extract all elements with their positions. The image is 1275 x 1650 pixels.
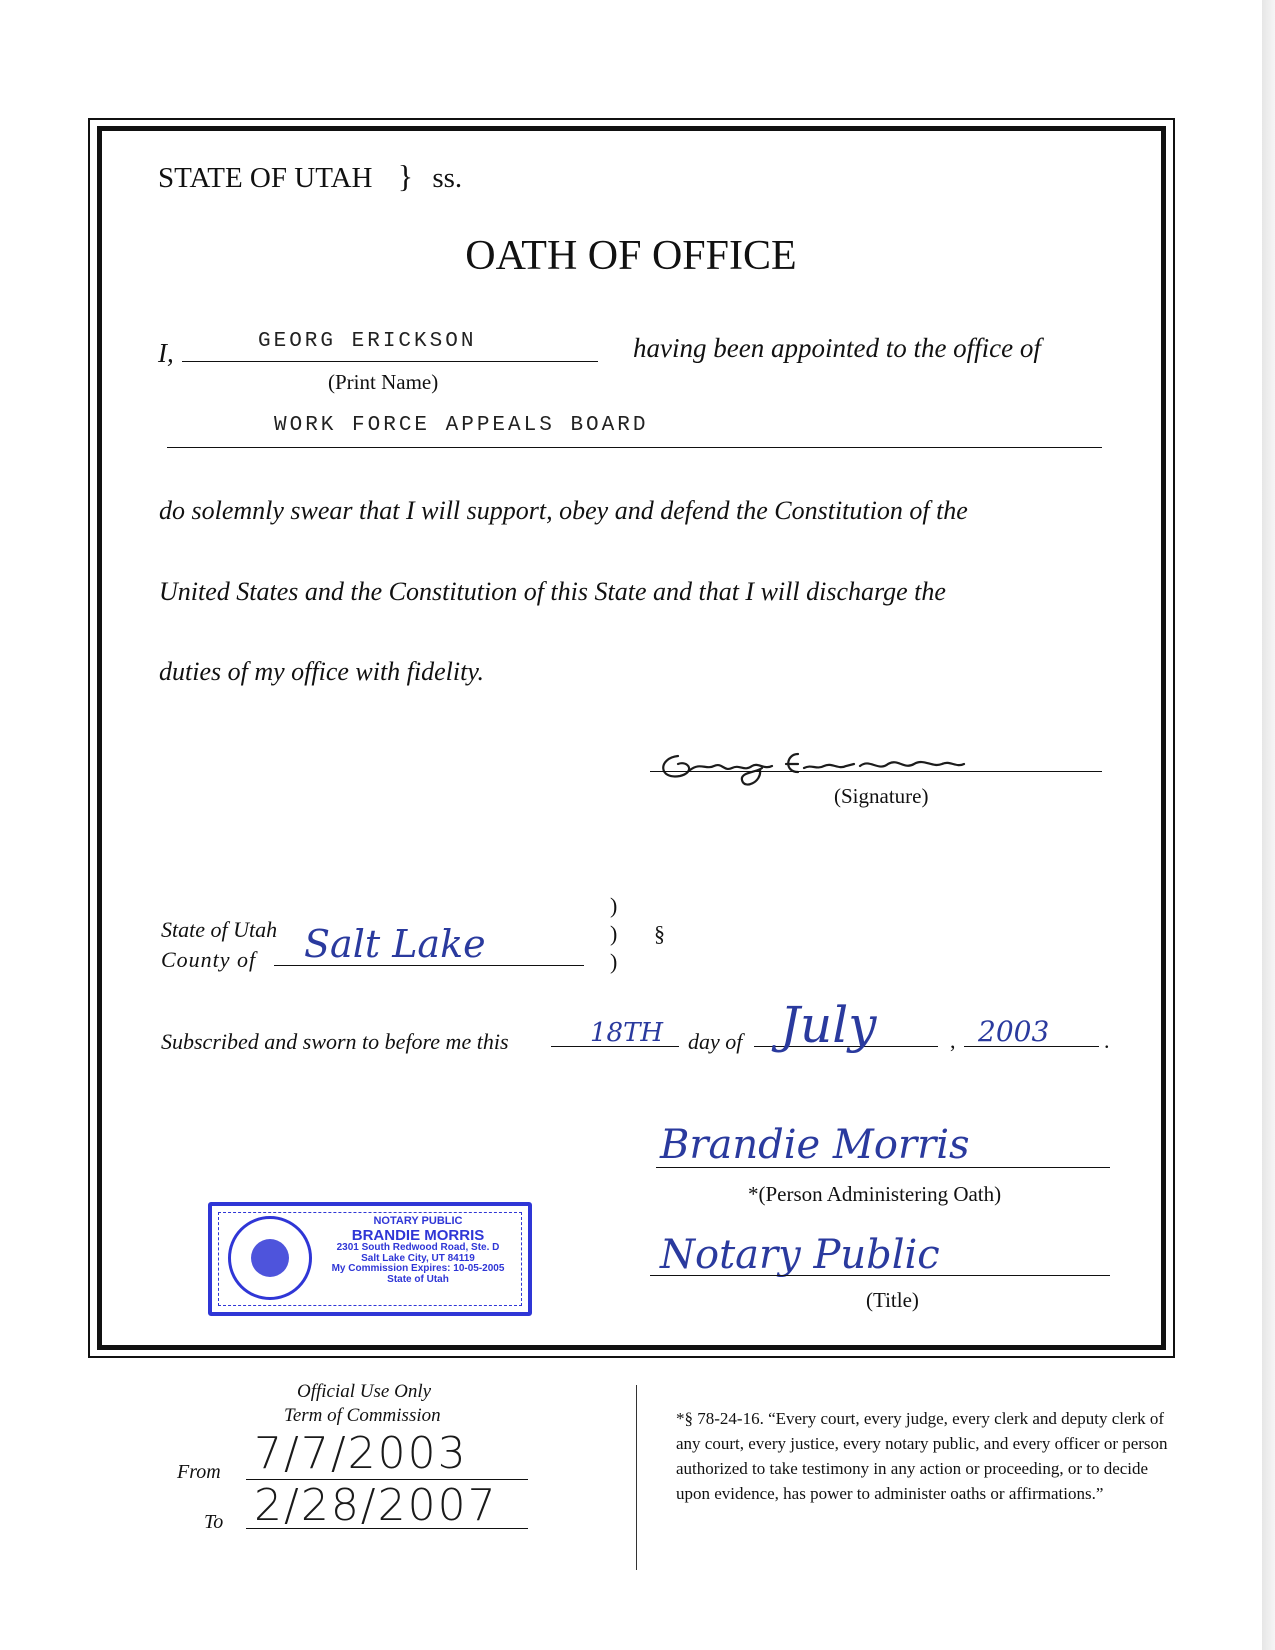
venue-paren-top: )	[610, 893, 618, 918]
venue-paren-bot: )	[610, 949, 618, 974]
date-period: .	[1104, 1028, 1110, 1053]
page-edge	[1262, 0, 1275, 1650]
to-label: To	[204, 1511, 224, 1533]
print-name-label: (Print Name)	[328, 370, 439, 394]
administrator-signature: Brandie Morris	[660, 1122, 970, 1168]
footer-divider	[636, 1385, 637, 1570]
sworn-prefix: Subscribed and sworn to before me this	[161, 1029, 509, 1054]
stamp-line-1: NOTARY PUBLIC	[373, 1215, 463, 1227]
to-value: 2/28/2007	[254, 1480, 498, 1531]
notary-stamp	[208, 1202, 532, 1316]
title-label: (Title)	[866, 1288, 919, 1312]
title-line	[650, 1275, 1110, 1276]
stamp-line-5: My Commission Expires: 10-05-2005	[331, 1263, 505, 1275]
title-value: Notary Public	[660, 1232, 940, 1278]
from-value: 7/7/2003	[254, 1428, 468, 1479]
venue-paren-mid: )	[610, 921, 618, 946]
office-name: WORK FORCE APPEALS BOARD	[274, 414, 649, 437]
oath-line-3: duties of my office with fidelity.	[159, 657, 484, 686]
county-value: Salt Lake	[304, 922, 486, 966]
brace-mark: }	[397, 158, 414, 194]
printed-name: GEORG ERICKSON	[258, 330, 477, 353]
office-line	[167, 447, 1102, 448]
venue-state-label: State of Utah	[161, 917, 278, 942]
year-value: 2003	[978, 1015, 1050, 1048]
signature-line	[650, 771, 1102, 772]
to-line	[246, 1528, 528, 1529]
month-value: July	[780, 996, 877, 1054]
term-heading: Term of Commission	[284, 1405, 441, 1426]
date-comma: ,	[950, 1028, 956, 1053]
ss-mark: ss.	[432, 162, 463, 194]
stamp-line-4: Salt Lake City, UT 84119	[361, 1252, 475, 1264]
oath-line-1: do solemnly swear that I will support, obey and defend the Constitution of the	[159, 496, 968, 525]
official-use-heading: Official Use Only	[297, 1381, 432, 1402]
signature-label: (Signature)	[834, 784, 929, 808]
section-symbol: §	[654, 921, 665, 946]
state-heading	[158, 158, 462, 195]
pronoun-i: I,	[158, 338, 174, 368]
day-value: 18TH	[590, 1018, 664, 1048]
state-seal-icon	[228, 1216, 312, 1300]
stamp-text	[316, 1216, 520, 1285]
seal-center	[251, 1239, 289, 1277]
state-name: STATE OF UTAH	[158, 162, 373, 194]
appointed-text: having been appointed to the office of	[633, 333, 1041, 363]
stamp-line-2: BRANDIE MORRIS	[351, 1226, 485, 1244]
officer-signature	[648, 724, 1008, 794]
administrator-line	[656, 1167, 1110, 1168]
administrator-label: *(Person Administering Oath)	[748, 1182, 1002, 1206]
page-title: OATH OF OFFICE	[465, 233, 797, 279]
stamp-line-3: 2301 South Redwood Road, Ste. D	[336, 1242, 500, 1254]
oath-line-2: United States and the Constitution of this State and that I will discharge the	[159, 577, 946, 606]
name-line	[182, 361, 598, 362]
stamp-line-6: State of Utah	[387, 1273, 449, 1285]
day-label: day of	[688, 1029, 743, 1054]
venue-county-label: County of	[161, 947, 257, 972]
from-label: From	[177, 1461, 221, 1483]
statute-footnote: *§ 78-24-16. “Every court, every judge, every clerk and deputy clerk of any court, every justice, every notary public, and every officer or person authorized to take testimony in any action or proceeding, or to decide upon evidence, has power to administer oaths or affirmations.”	[676, 1409, 1168, 1503]
county-line	[274, 965, 584, 966]
